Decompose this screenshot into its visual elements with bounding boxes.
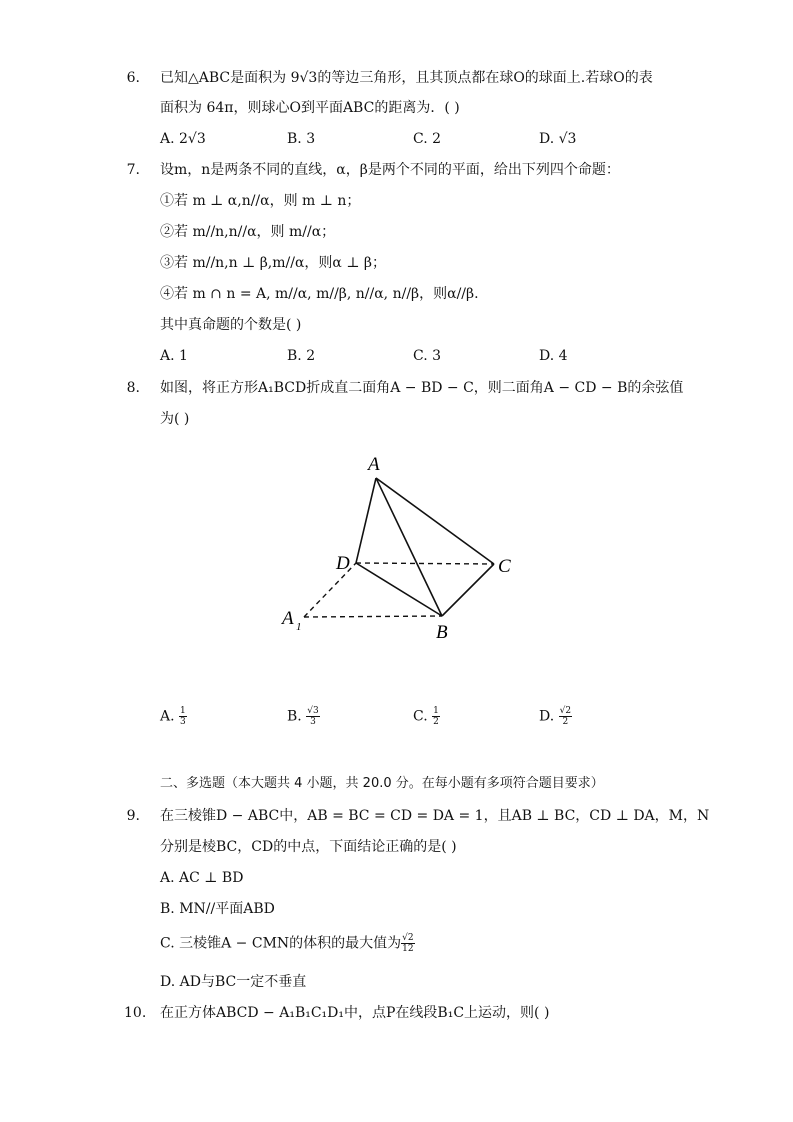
q9-text-line1: 在三棱锥D − ABC中，AB = BC = CD = DA = 1，且AB ⊥ BC，CD ⊥ DA，M，N <box>160 808 710 824</box>
q9-option-c-denominator: 12 <box>402 944 414 954</box>
q6-option-c: C. 2 <box>413 131 442 147</box>
q8-option-c <box>413 706 440 727</box>
label-B: B <box>436 622 448 643</box>
q8-option-d <box>539 706 572 727</box>
q10-number: 10. <box>124 1005 147 1021</box>
edge-AC <box>376 478 494 564</box>
q7-statement-1: ①若 m ⊥ α,n//α，则 m ⊥ n； <box>160 193 361 209</box>
q8-option-d-denominator: 2 <box>562 717 569 727</box>
q8-option-d-letter: D. <box>539 708 555 725</box>
q8-option-b <box>287 706 320 727</box>
q8-option-a <box>160 706 187 727</box>
section-2-heading: 二、多选题（本大题共 4 小题，共 20.0 分。在每小题有多项符合题目要求） <box>160 776 604 791</box>
q10-text-line1: 在正方体ABCD − A₁B₁C₁D₁中，点P在线段B₁C上运动，则( ) <box>160 1005 550 1021</box>
q6-option-b: B. 3 <box>287 131 316 147</box>
q7-number: 7. <box>126 162 140 178</box>
q7-statement-3: ③若 m//n,n ⊥ β,m//α，则α ⊥ β； <box>160 255 387 271</box>
edge-CB <box>442 564 494 616</box>
q9-option-c-text: C. 三棱锥A − CMN的体积的最大值为 <box>160 935 402 952</box>
q8-option-d-fraction <box>559 706 572 727</box>
q8-option-a-numerator: 1 <box>180 706 186 716</box>
q8-figure <box>270 450 530 650</box>
q8-text-line2: 为( ) <box>160 411 190 427</box>
q6-option-d: D. √3 <box>539 131 577 147</box>
q7-option-d: D. 4 <box>539 348 568 364</box>
edge-AD <box>356 478 376 563</box>
q8-text-line1: 如图，将正方形A₁BCD折成直二面角A − BD − C，则二面角A − CD − B的余弦值 <box>160 380 684 396</box>
label-A: A <box>368 454 380 475</box>
q9-number: 9. <box>126 808 140 824</box>
q9-option-b: B. MN//平面ABD <box>160 901 275 917</box>
q7-statement-4: ④若 m ∩ n = A, m//α, m//β, n//α, n//β，则α//β. <box>160 286 479 302</box>
q8-option-c-denominator: 2 <box>433 717 439 727</box>
q7-option-b: B. 2 <box>287 348 316 364</box>
q7-option-c: C. 3 <box>413 348 442 364</box>
q9-text-line2: 分别是棱BC，CD的中点，下面结论正确的是( ) <box>160 839 457 855</box>
q8-number: 8. <box>126 380 140 396</box>
q8-option-b-numerator: √3 <box>307 706 319 716</box>
q9-option-d: D. AD与BC一定不垂直 <box>160 974 307 990</box>
q8-option-c-numerator: 1 <box>433 706 439 716</box>
label-D: D <box>336 553 350 574</box>
q9-option-a: A. AC ⊥ BD <box>160 870 244 886</box>
q7-text-line1: 设m，n是两条不同的直线，α，β是两个不同的平面，给出下列四个命题： <box>160 162 620 178</box>
q8-option-b-denominator: 3 <box>310 717 316 727</box>
q9-option-c-numerator: √2 <box>402 933 414 943</box>
q6-text-line1: 已知△ABC是面积为 9√3的等边三角形，且其顶点都在球O的球面上.若球O的表 <box>160 70 653 86</box>
label-C: C <box>498 556 511 577</box>
q6-text-line2: 面积为 64π，则球心O到平面ABC的距离为．( ) <box>160 100 460 116</box>
q7-question: 其中真命题的个数是( ) <box>160 317 302 333</box>
edge-A1B-dashed <box>304 616 442 617</box>
q6-number: 6. <box>126 70 140 86</box>
q9-option-c-fraction <box>401 933 414 954</box>
edge-DC-dashed <box>356 563 494 564</box>
q8-option-a-denominator: 3 <box>180 717 186 727</box>
q7-statement-2: ②若 m//n,n//α，则 m//α； <box>160 224 336 240</box>
q9-option-c <box>160 933 415 954</box>
q8-option-c-letter: C. <box>413 708 428 725</box>
label-A1: A <box>282 608 294 629</box>
q7-option-a: A. 1 <box>160 348 188 364</box>
label-A1-subscript: 1 <box>296 621 302 633</box>
q8-option-a-fraction <box>179 706 187 727</box>
q8-option-a-letter: A. <box>160 708 175 725</box>
q8-option-b-fraction <box>306 706 319 727</box>
q8-option-b-letter: B. <box>287 708 302 725</box>
q8-option-c-fraction <box>432 706 440 727</box>
q8-option-d-numerator: √2 <box>559 706 572 716</box>
q6-option-a: A. 2√3 <box>160 131 206 147</box>
